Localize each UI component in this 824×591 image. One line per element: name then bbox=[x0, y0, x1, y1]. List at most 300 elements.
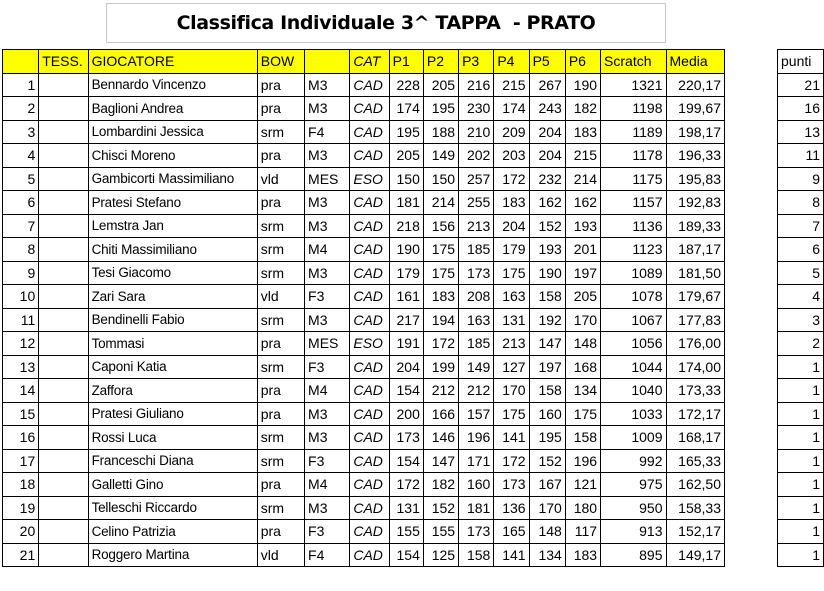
tess-cell bbox=[39, 214, 88, 238]
scratch-cell: 1056 bbox=[601, 332, 666, 356]
game5-score-cell: 152 bbox=[529, 214, 565, 238]
rank-cell: 11 bbox=[3, 308, 39, 332]
cat-cell: CAD bbox=[350, 543, 389, 567]
sex-cell: F3 bbox=[305, 449, 350, 473]
game4-score-cell: 141 bbox=[494, 543, 529, 567]
cat-cell: CAD bbox=[350, 308, 389, 332]
scratch-cell: 913 bbox=[601, 520, 666, 544]
game4-score-cell: 183 bbox=[494, 191, 529, 215]
rank-cell: 13 bbox=[3, 355, 39, 379]
table-row bbox=[3, 73, 725, 97]
game5-score-cell: 152 bbox=[529, 449, 565, 473]
game4-score-cell: 163 bbox=[494, 285, 529, 309]
header-p2: P2 bbox=[423, 50, 458, 74]
game3-score-cell: 185 bbox=[459, 332, 494, 356]
points-cell: 1 bbox=[778, 543, 824, 567]
player-name-cell: Bennardo Vincenzo bbox=[88, 73, 257, 97]
cat-cell: CAD bbox=[350, 473, 389, 497]
bow-cell: srm bbox=[257, 426, 304, 450]
game1-score-cell: 200 bbox=[389, 402, 423, 426]
game1-score-cell: 172 bbox=[389, 473, 423, 497]
sex-cell: M3 bbox=[305, 308, 350, 332]
tess-cell bbox=[39, 261, 88, 285]
media-cell: 179,67 bbox=[666, 285, 725, 309]
media-cell: 168,17 bbox=[666, 426, 725, 450]
game2-score-cell: 194 bbox=[423, 308, 458, 332]
bow-cell: vld bbox=[257, 543, 304, 567]
points-cell: 8 bbox=[778, 191, 824, 215]
rank-cell: 1 bbox=[3, 73, 39, 97]
scratch-cell: 992 bbox=[601, 449, 666, 473]
game5-score-cell: 170 bbox=[529, 496, 565, 520]
media-cell: 152,17 bbox=[666, 520, 725, 544]
header-sex bbox=[305, 50, 350, 74]
header-p3: P3 bbox=[459, 50, 494, 74]
game6-score-cell: 214 bbox=[565, 167, 600, 191]
game4-score-cell: 141 bbox=[494, 426, 529, 450]
game5-score-cell: 232 bbox=[529, 167, 565, 191]
game3-score-cell: 173 bbox=[459, 520, 494, 544]
game2-score-cell: 156 bbox=[423, 214, 458, 238]
rank-cell: 21 bbox=[3, 543, 39, 567]
game3-score-cell: 216 bbox=[459, 73, 494, 97]
bow-cell: pra bbox=[257, 73, 304, 97]
game6-score-cell: 117 bbox=[565, 520, 600, 544]
header-pos bbox=[3, 50, 39, 74]
bow-cell: srm bbox=[257, 449, 304, 473]
rank-cell: 12 bbox=[3, 332, 39, 356]
game3-score-cell: 160 bbox=[459, 473, 494, 497]
points-row bbox=[778, 285, 824, 309]
points-cell: 1 bbox=[778, 355, 824, 379]
table-row bbox=[3, 308, 725, 332]
points-cell: 13 bbox=[778, 120, 824, 144]
bow-cell: pra bbox=[257, 520, 304, 544]
table-row bbox=[3, 355, 725, 379]
bow-cell: pra bbox=[257, 473, 304, 497]
cat-cell: CAD bbox=[350, 355, 389, 379]
game4-score-cell: 174 bbox=[494, 97, 529, 121]
game6-score-cell: 190 bbox=[565, 73, 600, 97]
points-row bbox=[778, 332, 824, 356]
table-row bbox=[3, 97, 725, 121]
game3-score-cell: 196 bbox=[459, 426, 494, 450]
header-row bbox=[3, 50, 725, 74]
bow-cell: vld bbox=[257, 285, 304, 309]
scratch-cell: 1321 bbox=[601, 73, 666, 97]
media-cell: 162,50 bbox=[666, 473, 725, 497]
game6-score-cell: 201 bbox=[565, 238, 600, 262]
header-bow: BOW bbox=[257, 50, 304, 74]
game1-score-cell: 155 bbox=[389, 520, 423, 544]
cat-cell: CAD bbox=[350, 379, 389, 403]
scratch-cell: 895 bbox=[601, 543, 666, 567]
points-header-row bbox=[778, 50, 824, 74]
points-row bbox=[778, 355, 824, 379]
game6-score-cell: 168 bbox=[565, 355, 600, 379]
game5-score-cell: 148 bbox=[529, 520, 565, 544]
game1-score-cell: 205 bbox=[389, 144, 423, 168]
table-row bbox=[3, 120, 725, 144]
points-cell: 7 bbox=[778, 214, 824, 238]
scratch-cell: 1078 bbox=[601, 285, 666, 309]
scratch-cell: 1044 bbox=[601, 355, 666, 379]
table-row bbox=[3, 520, 725, 544]
scratch-cell: 1189 bbox=[601, 120, 666, 144]
points-row bbox=[778, 214, 824, 238]
player-name-cell: Lombardini Jessica bbox=[88, 120, 257, 144]
game3-score-cell: 230 bbox=[459, 97, 494, 121]
game6-score-cell: 205 bbox=[565, 285, 600, 309]
game4-score-cell: 173 bbox=[494, 473, 529, 497]
table-row bbox=[3, 261, 725, 285]
bow-cell: srm bbox=[257, 308, 304, 332]
game3-score-cell: 202 bbox=[459, 144, 494, 168]
game2-score-cell: 155 bbox=[423, 520, 458, 544]
points-row bbox=[778, 496, 824, 520]
game2-score-cell: 149 bbox=[423, 144, 458, 168]
game1-score-cell: 179 bbox=[389, 261, 423, 285]
game1-score-cell: 174 bbox=[389, 97, 423, 121]
header-p6: P6 bbox=[565, 50, 600, 74]
game4-score-cell: 170 bbox=[494, 379, 529, 403]
game5-score-cell: 147 bbox=[529, 332, 565, 356]
sex-cell: F3 bbox=[305, 355, 350, 379]
player-name-cell: Roggero Martina bbox=[88, 543, 257, 567]
table-row bbox=[3, 144, 725, 168]
game3-score-cell: 210 bbox=[459, 120, 494, 144]
game4-score-cell: 165 bbox=[494, 520, 529, 544]
tess-cell bbox=[39, 355, 88, 379]
sex-cell: MES bbox=[305, 332, 350, 356]
bow-cell: vld bbox=[257, 167, 304, 191]
header-media: Media bbox=[666, 50, 725, 74]
game2-score-cell: 146 bbox=[423, 426, 458, 450]
game5-score-cell: 167 bbox=[529, 473, 565, 497]
game5-score-cell: 160 bbox=[529, 402, 565, 426]
game5-score-cell: 162 bbox=[529, 191, 565, 215]
game2-score-cell: 205 bbox=[423, 73, 458, 97]
table-row bbox=[3, 402, 725, 426]
scratch-cell: 1067 bbox=[601, 308, 666, 332]
points-row bbox=[778, 167, 824, 191]
game3-score-cell: 157 bbox=[459, 402, 494, 426]
game6-score-cell: 215 bbox=[565, 144, 600, 168]
points-row bbox=[778, 144, 824, 168]
header-scratch: Scratch bbox=[601, 50, 666, 74]
rank-cell: 4 bbox=[3, 144, 39, 168]
table-row bbox=[3, 543, 725, 567]
header-p1: P1 bbox=[389, 50, 423, 74]
game5-score-cell: 193 bbox=[529, 238, 565, 262]
cat-cell: CAD bbox=[350, 214, 389, 238]
points-cell: 6 bbox=[778, 238, 824, 262]
media-cell: 195,83 bbox=[666, 167, 725, 191]
cat-cell: CAD bbox=[350, 402, 389, 426]
points-row bbox=[778, 426, 824, 450]
rank-cell: 18 bbox=[3, 473, 39, 497]
cat-cell: ESO bbox=[350, 167, 389, 191]
game5-score-cell: 243 bbox=[529, 97, 565, 121]
tess-cell bbox=[39, 543, 88, 567]
game5-score-cell: 267 bbox=[529, 73, 565, 97]
game3-score-cell: 213 bbox=[459, 214, 494, 238]
points-row bbox=[778, 520, 824, 544]
tess-cell bbox=[39, 73, 88, 97]
table-row bbox=[3, 191, 725, 215]
sex-cell: M3 bbox=[305, 402, 350, 426]
player-name-cell: Chisci Moreno bbox=[88, 144, 257, 168]
player-name-cell: Pratesi Giuliano bbox=[88, 402, 257, 426]
media-cell: 192,83 bbox=[666, 191, 725, 215]
game2-score-cell: 125 bbox=[423, 543, 458, 567]
media-cell: 173,33 bbox=[666, 379, 725, 403]
game3-score-cell: 149 bbox=[459, 355, 494, 379]
game6-score-cell: 162 bbox=[565, 191, 600, 215]
rank-cell: 2 bbox=[3, 97, 39, 121]
tess-cell bbox=[39, 332, 88, 356]
rank-cell: 10 bbox=[3, 285, 39, 309]
game1-score-cell: 217 bbox=[389, 308, 423, 332]
points-cell: 1 bbox=[778, 473, 824, 497]
sex-cell: F4 bbox=[305, 543, 350, 567]
rank-cell: 20 bbox=[3, 520, 39, 544]
scratch-cell: 1123 bbox=[601, 238, 666, 262]
game6-score-cell: 134 bbox=[565, 379, 600, 403]
game3-score-cell: 257 bbox=[459, 167, 494, 191]
points-cell: 16 bbox=[778, 97, 824, 121]
header-p4: P4 bbox=[494, 50, 529, 74]
rank-cell: 19 bbox=[3, 496, 39, 520]
page-title: Classifica Individuale 3^ TAPPA - PRATO bbox=[106, 3, 666, 43]
media-cell: 189,33 bbox=[666, 214, 725, 238]
sex-cell: M4 bbox=[305, 379, 350, 403]
rank-cell: 5 bbox=[3, 167, 39, 191]
tess-cell bbox=[39, 238, 88, 262]
sex-cell: M3 bbox=[305, 97, 350, 121]
sex-cell: F4 bbox=[305, 120, 350, 144]
scratch-cell: 1033 bbox=[601, 402, 666, 426]
points-cell: 1 bbox=[778, 379, 824, 403]
rank-cell: 14 bbox=[3, 379, 39, 403]
game4-score-cell: 213 bbox=[494, 332, 529, 356]
rank-cell: 16 bbox=[3, 426, 39, 450]
game6-score-cell: 158 bbox=[565, 426, 600, 450]
player-name-cell: Lemstra Jan bbox=[88, 214, 257, 238]
tess-cell bbox=[39, 97, 88, 121]
game1-score-cell: 173 bbox=[389, 426, 423, 450]
header-punti: punti bbox=[778, 50, 824, 74]
game3-score-cell: 181 bbox=[459, 496, 494, 520]
media-cell: 196,33 bbox=[666, 144, 725, 168]
points-cell: 3 bbox=[778, 308, 824, 332]
cat-cell: CAD bbox=[350, 191, 389, 215]
media-cell: 158,33 bbox=[666, 496, 725, 520]
cat-cell: CAD bbox=[350, 426, 389, 450]
game2-score-cell: 212 bbox=[423, 379, 458, 403]
game2-score-cell: 172 bbox=[423, 332, 458, 356]
game2-score-cell: 188 bbox=[423, 120, 458, 144]
game1-score-cell: 154 bbox=[389, 449, 423, 473]
cat-cell: CAD bbox=[350, 73, 389, 97]
scratch-cell: 1089 bbox=[601, 261, 666, 285]
game4-score-cell: 127 bbox=[494, 355, 529, 379]
tess-cell bbox=[39, 402, 88, 426]
game2-score-cell: 150 bbox=[423, 167, 458, 191]
points-row bbox=[778, 97, 824, 121]
media-cell: 181,50 bbox=[666, 261, 725, 285]
tess-cell bbox=[39, 191, 88, 215]
player-name-cell: Baglioni Andrea bbox=[88, 97, 257, 121]
points-row bbox=[778, 191, 824, 215]
game6-score-cell: 175 bbox=[565, 402, 600, 426]
scratch-cell: 1157 bbox=[601, 191, 666, 215]
game4-score-cell: 131 bbox=[494, 308, 529, 332]
media-cell: 149,17 bbox=[666, 543, 725, 567]
table-row bbox=[3, 426, 725, 450]
rank-cell: 15 bbox=[3, 402, 39, 426]
cat-cell: CAD bbox=[350, 120, 389, 144]
points-cell: 2 bbox=[778, 332, 824, 356]
game4-score-cell: 215 bbox=[494, 73, 529, 97]
game1-score-cell: 154 bbox=[389, 543, 423, 567]
game6-score-cell: 148 bbox=[565, 332, 600, 356]
bow-cell: pra bbox=[257, 191, 304, 215]
sex-cell: M3 bbox=[305, 214, 350, 238]
game5-score-cell: 190 bbox=[529, 261, 565, 285]
table-row bbox=[3, 332, 725, 356]
table-row bbox=[3, 285, 725, 309]
tess-cell bbox=[39, 285, 88, 309]
header-p5: P5 bbox=[529, 50, 565, 74]
points-row bbox=[778, 473, 824, 497]
game2-score-cell: 166 bbox=[423, 402, 458, 426]
tess-cell bbox=[39, 496, 88, 520]
bow-cell: srm bbox=[257, 355, 304, 379]
sex-cell: M4 bbox=[305, 473, 350, 497]
tess-cell bbox=[39, 167, 88, 191]
bow-cell: srm bbox=[257, 496, 304, 520]
player-name-cell: Pratesi Stefano bbox=[88, 191, 257, 215]
game2-score-cell: 199 bbox=[423, 355, 458, 379]
points-row bbox=[778, 543, 824, 567]
scratch-cell: 975 bbox=[601, 473, 666, 497]
game4-score-cell: 175 bbox=[494, 261, 529, 285]
tess-cell bbox=[39, 144, 88, 168]
bow-cell: pra bbox=[257, 144, 304, 168]
tess-cell bbox=[39, 308, 88, 332]
sex-cell: M3 bbox=[305, 261, 350, 285]
points-row bbox=[778, 308, 824, 332]
sex-cell: M3 bbox=[305, 426, 350, 450]
points-cell: 11 bbox=[778, 144, 824, 168]
game2-score-cell: 147 bbox=[423, 449, 458, 473]
game5-score-cell: 158 bbox=[529, 379, 565, 403]
game3-score-cell: 212 bbox=[459, 379, 494, 403]
game5-score-cell: 197 bbox=[529, 355, 565, 379]
table-row bbox=[3, 473, 725, 497]
points-cell: 1 bbox=[778, 426, 824, 450]
header-tess: TESS. bbox=[39, 50, 88, 74]
player-name-cell: Rossi Luca bbox=[88, 426, 257, 450]
points-row bbox=[778, 379, 824, 403]
rank-cell: 3 bbox=[3, 120, 39, 144]
game5-score-cell: 195 bbox=[529, 426, 565, 450]
points-cell: 21 bbox=[778, 73, 824, 97]
points-row bbox=[778, 73, 824, 97]
player-name-cell: Zaffora bbox=[88, 379, 257, 403]
scratch-cell: 1178 bbox=[601, 144, 666, 168]
scratch-cell: 1175 bbox=[601, 167, 666, 191]
ranking-table bbox=[2, 49, 725, 567]
scratch-cell: 1136 bbox=[601, 214, 666, 238]
scratch-cell: 1009 bbox=[601, 426, 666, 450]
points-row bbox=[778, 238, 824, 262]
game5-score-cell: 192 bbox=[529, 308, 565, 332]
game4-score-cell: 203 bbox=[494, 144, 529, 168]
points-table bbox=[777, 49, 824, 567]
game1-score-cell: 218 bbox=[389, 214, 423, 238]
game2-score-cell: 175 bbox=[423, 261, 458, 285]
game3-score-cell: 185 bbox=[459, 238, 494, 262]
game6-score-cell: 180 bbox=[565, 496, 600, 520]
media-cell: 176,00 bbox=[666, 332, 725, 356]
game4-score-cell: 209 bbox=[494, 120, 529, 144]
game1-score-cell: 131 bbox=[389, 496, 423, 520]
table-row bbox=[3, 449, 725, 473]
game6-score-cell: 193 bbox=[565, 214, 600, 238]
player-name-cell: Bendinelli Fabio bbox=[88, 308, 257, 332]
points-row bbox=[778, 449, 824, 473]
game2-score-cell: 214 bbox=[423, 191, 458, 215]
game1-score-cell: 154 bbox=[389, 379, 423, 403]
bow-cell: pra bbox=[257, 97, 304, 121]
game6-score-cell: 170 bbox=[565, 308, 600, 332]
table-row bbox=[3, 167, 725, 191]
cat-cell: CAD bbox=[350, 285, 389, 309]
sex-cell: M4 bbox=[305, 238, 350, 262]
game1-score-cell: 181 bbox=[389, 191, 423, 215]
table-row bbox=[3, 496, 725, 520]
table-row bbox=[3, 238, 725, 262]
cat-cell: CAD bbox=[350, 520, 389, 544]
rank-cell: 8 bbox=[3, 238, 39, 262]
game6-score-cell: 197 bbox=[565, 261, 600, 285]
media-cell: 187,17 bbox=[666, 238, 725, 262]
game3-score-cell: 208 bbox=[459, 285, 494, 309]
media-cell: 172,17 bbox=[666, 402, 725, 426]
game1-score-cell: 204 bbox=[389, 355, 423, 379]
media-cell: 165,33 bbox=[666, 449, 725, 473]
game5-score-cell: 158 bbox=[529, 285, 565, 309]
game4-score-cell: 204 bbox=[494, 214, 529, 238]
rank-cell: 6 bbox=[3, 191, 39, 215]
game3-score-cell: 158 bbox=[459, 543, 494, 567]
game4-score-cell: 136 bbox=[494, 496, 529, 520]
cat-cell: CAD bbox=[350, 238, 389, 262]
points-row bbox=[778, 402, 824, 426]
game1-score-cell: 228 bbox=[389, 73, 423, 97]
media-cell: 198,17 bbox=[666, 120, 725, 144]
player-name-cell: Telleschi Riccardo bbox=[88, 496, 257, 520]
player-name-cell: Tommasi bbox=[88, 332, 257, 356]
game4-score-cell: 172 bbox=[494, 167, 529, 191]
sex-cell: M3 bbox=[305, 73, 350, 97]
sex-cell: F3 bbox=[305, 520, 350, 544]
cat-cell: CAD bbox=[350, 97, 389, 121]
game2-score-cell: 175 bbox=[423, 238, 458, 262]
bow-cell: srm bbox=[257, 261, 304, 285]
